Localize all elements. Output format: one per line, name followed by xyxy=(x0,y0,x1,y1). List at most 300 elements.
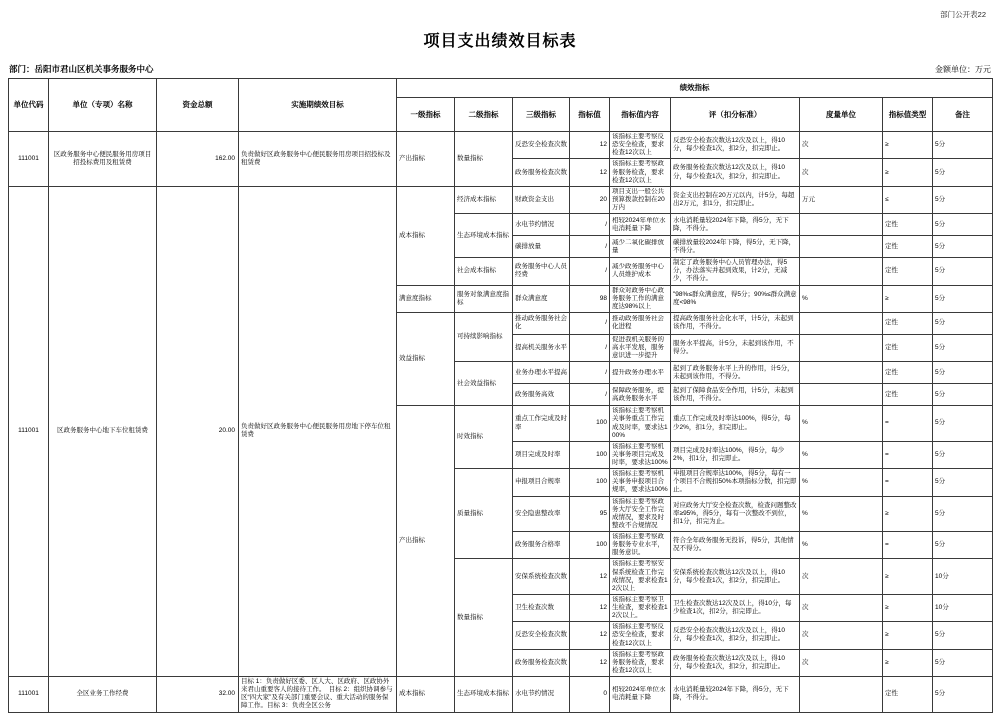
table-cell-text: 起到了政务服务水平上升的作用，计5分，未起到该作用，不得分。 xyxy=(673,364,794,380)
table-cell xyxy=(570,559,610,595)
table-cell-text: 水电消耗量较2024年下降，得5分，无下降，不得分。 xyxy=(673,216,789,232)
table-cell-text: / xyxy=(605,344,607,351)
table-cell-text: 5分 xyxy=(935,294,946,302)
table-cell-text: 水电节约情况 xyxy=(515,220,554,228)
table-cell-text: 全区业务工作经费 xyxy=(76,690,129,698)
table-cell xyxy=(800,214,883,236)
table-cell-text: 服务对象满意度指标 xyxy=(457,290,509,306)
table-cell xyxy=(933,441,993,468)
table-cell xyxy=(570,312,610,334)
table-cell xyxy=(9,186,49,676)
table-cell xyxy=(570,159,610,186)
table-cell-text: 符合全年政务服务无投诉，得5分，其他情况不得分。 xyxy=(673,537,794,553)
table-cell-text: ≥ xyxy=(885,604,889,611)
table-cell xyxy=(883,186,933,213)
table-cell xyxy=(610,649,671,676)
table-cell-text: 5分 xyxy=(935,220,946,228)
table-cell xyxy=(933,496,993,532)
table-cell-text: 5分 xyxy=(935,509,946,517)
table-cell xyxy=(455,677,513,713)
table-cell xyxy=(157,132,239,187)
table-cell xyxy=(883,132,933,159)
table-cell xyxy=(933,594,993,621)
table-cell-text: 95 xyxy=(599,509,607,517)
table-cell xyxy=(570,469,610,496)
table-cell-text: 5分 xyxy=(935,658,946,666)
table-cell-text: 162.00 xyxy=(215,154,235,162)
table-cell xyxy=(800,406,883,442)
table-cell xyxy=(883,677,933,713)
table-cell-text: 次 xyxy=(802,572,809,580)
table-cell xyxy=(570,496,610,532)
table-cell-text: = xyxy=(885,419,889,427)
table-cell xyxy=(455,186,513,213)
table-cell-text: 政务服务合格率 xyxy=(515,541,561,549)
table-cell xyxy=(513,312,570,334)
table-cell xyxy=(513,496,570,532)
table-cell-text: 5分 xyxy=(935,368,946,376)
table-cell-text: % xyxy=(802,450,808,458)
table-cell xyxy=(610,677,671,713)
table-cell xyxy=(610,441,671,468)
table-cell xyxy=(455,469,513,559)
table-cell-text: 10分 xyxy=(935,604,949,611)
table-cell xyxy=(883,559,933,595)
table-cell xyxy=(671,159,800,186)
table-cell-text: % xyxy=(802,541,808,549)
table-cell xyxy=(800,132,883,159)
table-cell xyxy=(933,384,993,406)
table-cell-text: 项目支出一般公共预算拨款控制在20万内 xyxy=(612,187,665,211)
table-cell xyxy=(239,132,397,187)
table-cell-text: 111001 xyxy=(18,427,39,435)
header-value-type: 指标值类型 xyxy=(883,98,933,132)
table-cell xyxy=(610,469,671,496)
table-cell xyxy=(570,406,610,442)
table-cell xyxy=(671,384,800,406)
table-cell xyxy=(513,236,570,258)
table-cell-text: 水电消耗量较2024年下降，得5分，无下降，不得分。 xyxy=(673,686,789,702)
table-cell xyxy=(800,159,883,186)
table-cell xyxy=(671,406,800,442)
table-cell xyxy=(610,285,671,312)
table-cell-text: 推动政务服务社会化 xyxy=(515,315,567,331)
table-cell-text: 定性 xyxy=(885,267,898,275)
table-cell xyxy=(610,312,671,334)
page-title: 项目支出绩效目标表 xyxy=(423,33,577,50)
table-cell-text: 效益指标 xyxy=(399,355,425,362)
table-cell xyxy=(800,496,883,532)
table-cell-text: 水电节约情况 xyxy=(515,690,554,698)
table-cell xyxy=(157,677,239,713)
table-cell xyxy=(800,285,883,312)
table-cell xyxy=(800,384,883,406)
performance-target-table xyxy=(8,78,993,713)
table-cell-text: 100 xyxy=(596,450,607,458)
table-cell xyxy=(800,236,883,258)
table-cell-text: 20.00 xyxy=(218,427,235,435)
table-cell xyxy=(513,334,570,361)
table-cell-text: 群众对政务中心政务服务工作的满意度达98%以上 xyxy=(612,286,664,310)
table-cell-text: 5分 xyxy=(935,541,946,549)
table-cell xyxy=(610,258,671,285)
table-cell xyxy=(671,594,800,621)
table-cell xyxy=(610,384,671,406)
table-cell xyxy=(933,214,993,236)
table-cell-text: 满意度指标 xyxy=(399,294,432,302)
table-cell-text: / xyxy=(605,267,607,275)
table-cell xyxy=(800,559,883,595)
table-cell xyxy=(800,312,883,334)
header-remarks: 备注 xyxy=(933,98,993,132)
table-cell xyxy=(671,236,800,258)
table-cell-text: 相较2024年单位水电消耗量下降 xyxy=(612,216,666,232)
table-cell-text: 5分 xyxy=(935,419,946,427)
table-cell-text: 100 xyxy=(596,478,607,486)
table-cell xyxy=(610,159,671,186)
table-cell-text: 5分 xyxy=(935,267,946,275)
table-cell-text: 5分 xyxy=(935,478,946,486)
table-cell-text: / xyxy=(605,220,607,228)
table-cell-text: 该指标主要考察机关事务项目完成及时率，要求达100% xyxy=(612,442,668,466)
table-cell xyxy=(397,406,455,677)
table-cell-text: 申报项目合规率 xyxy=(515,478,561,486)
table-cell-text: 负责做好区政务服务中心便民服务用房项目招投标及租赁费 xyxy=(241,150,391,166)
table-cell-text: 数量指标 xyxy=(457,154,483,162)
table-cell xyxy=(570,132,610,159)
table-cell-text: 申报项目合规率达100%，得5分，每有一个项目不合规扣50%本项指标分数，扣完即止。 xyxy=(673,470,797,494)
table-cell-text: 该指标主要考察反恐安全检查，要求检查12次以上 xyxy=(612,133,664,157)
table-cell-text: 成本指标 xyxy=(399,231,425,239)
table-cell xyxy=(883,362,933,384)
table-cell xyxy=(570,594,610,621)
table-cell xyxy=(513,469,570,496)
table-cell xyxy=(513,285,570,312)
table-cell xyxy=(570,649,610,676)
table-cell-text: 111001 xyxy=(18,154,39,162)
table-cell-text: % xyxy=(802,419,808,427)
table-cell xyxy=(9,677,49,713)
table-cell xyxy=(570,236,610,258)
table-cell xyxy=(671,441,800,468)
table-cell-text: 该指标主要考察卫生检查，要求检查12次以上。 xyxy=(612,595,668,620)
table-cell-text: 安全隐患整改率 xyxy=(515,509,561,517)
table-cell xyxy=(455,559,513,677)
table-cell xyxy=(883,334,933,361)
table-cell xyxy=(49,677,157,713)
table-cell-text: 定性 xyxy=(885,690,898,698)
table-cell xyxy=(513,594,570,621)
table-cell-text: 该指标主要考察政务服务检查，要求检查12次以上 xyxy=(612,650,664,674)
table-cell-text: = xyxy=(885,541,889,549)
table-cell xyxy=(9,132,49,187)
table-cell-text: = xyxy=(885,478,889,486)
table-cell xyxy=(610,406,671,442)
table-body xyxy=(9,132,993,713)
table-cell xyxy=(933,622,993,649)
table-cell-text: 次 xyxy=(802,631,809,639)
table-cell-text: / xyxy=(605,319,607,327)
table-cell-text: 卫生检查次数达12次及以上，得10分，每少检查1次，扣2分，扣完即止。 xyxy=(673,599,792,616)
table-cell xyxy=(933,186,993,213)
table-cell xyxy=(933,258,993,285)
table-cell-text: / xyxy=(605,390,607,398)
corner-label: 部门公开表22 xyxy=(940,10,986,19)
table-cell-text: 碳排放量较2024年下降，得5分，无下降，不得分。 xyxy=(673,238,796,254)
table-cell-text: ≥ xyxy=(885,141,889,149)
table-cell xyxy=(883,236,933,258)
header-level3: 三级指标 xyxy=(513,98,570,132)
table-cell-text: 起到了保障食品安全作用，计5分，未起到该作用，不得分。 xyxy=(673,386,794,402)
table-cell-text: 政务服务高效 xyxy=(515,390,554,398)
table-cell xyxy=(513,649,570,676)
table-cell-text: 促进我机关服务的高水平发展，服务意识进一步提升 xyxy=(612,335,664,360)
table-cell-text: 产出指标 xyxy=(399,537,425,545)
table-cell-text: 100 xyxy=(596,541,607,549)
table-cell xyxy=(883,159,933,186)
table-cell-text: 经济成本指标 xyxy=(457,195,496,203)
table-cell-text: 质量指标 xyxy=(457,509,483,517)
table-cell-text: 5分 xyxy=(935,631,946,639)
header-performance-group: 绩效指标 xyxy=(397,79,993,98)
table-cell-text: 服务水平提高，计5分，未起到该作用，不得分。 xyxy=(673,339,794,356)
table-cell xyxy=(610,532,671,559)
table-cell-text: 次 xyxy=(802,141,809,149)
table-cell xyxy=(397,312,455,405)
header-row-1 xyxy=(9,79,993,98)
header-unit-name: 单位（专项）名称 xyxy=(49,79,157,132)
table-cell xyxy=(610,214,671,236)
table-cell xyxy=(671,312,800,334)
table-cell xyxy=(513,214,570,236)
table-cell xyxy=(455,214,513,258)
table-cell xyxy=(883,312,933,334)
table-cell xyxy=(397,677,455,713)
table-cell-text: 次 xyxy=(802,168,809,176)
table-cell-text: / xyxy=(605,242,607,250)
meta-row xyxy=(9,63,991,75)
table-cell-text: 5分 xyxy=(935,319,946,327)
table-cell-text: 该指标主要考察安保系统检查工作完成情况，要求检查12次以上 xyxy=(612,560,668,592)
table-cell xyxy=(671,285,800,312)
table-cell xyxy=(610,496,671,532)
table-cell xyxy=(570,214,610,236)
table-cell-text: 数量指标 xyxy=(457,613,483,621)
table-cell xyxy=(800,532,883,559)
table-cell-text: 111001 xyxy=(18,690,39,698)
table-cell xyxy=(883,406,933,442)
table-cell xyxy=(883,441,933,468)
table-cell xyxy=(933,406,993,442)
table-cell xyxy=(933,649,993,676)
table-cell-text: 该指标主要考察政务大厅安全工作完成情况，要求及时整改不合规情况 xyxy=(612,497,664,529)
table-cell-text: 定性 xyxy=(885,368,898,376)
table-cell xyxy=(671,532,800,559)
table-cell-text: 安保系统检查次数达12次及以上，得10分，每少检查1次，扣2分，扣完即止。 xyxy=(673,568,785,584)
table-cell-text: % xyxy=(802,294,808,302)
table-cell xyxy=(933,677,993,713)
table-cell-text: 100 xyxy=(596,419,607,427)
table-cell xyxy=(800,441,883,468)
table-cell xyxy=(933,312,993,334)
table-cell xyxy=(570,532,610,559)
table-cell-text: 5分 xyxy=(935,168,946,176)
table-cell xyxy=(455,132,513,187)
table-cell-text: 项目完成及时率 xyxy=(515,450,561,458)
table-cell xyxy=(513,132,570,159)
table-cell-text: / xyxy=(605,368,607,376)
table-cell xyxy=(883,532,933,559)
table-cell-text: 次 xyxy=(802,658,809,666)
table-cell xyxy=(397,132,455,187)
table-cell xyxy=(513,677,570,713)
table-cell xyxy=(570,384,610,406)
table-cell-text: 反恐安全检查次数 xyxy=(515,141,567,149)
table-cell xyxy=(239,677,397,713)
table-cell-text: 政务服务检查次数达12次及以上，得10分，每少检查1次，扣2分，扣完即止。 xyxy=(673,654,785,670)
table-cell-text: ≥ xyxy=(885,509,889,517)
table-cell-text: 产出指标 xyxy=(399,154,425,162)
table-cell xyxy=(671,186,800,213)
table-cell-text: 社会成本指标 xyxy=(457,267,496,275)
table-cell-text: ≥ xyxy=(885,294,889,302)
header-total-funds: 资金总额 xyxy=(157,79,239,132)
table-cell-text: 时效指标 xyxy=(457,433,483,441)
table-cell xyxy=(610,334,671,361)
table-cell xyxy=(671,334,800,361)
table-cell xyxy=(800,362,883,384)
table-cell-text: 群众满意度 xyxy=(515,294,548,302)
header-level2: 二级指标 xyxy=(455,98,513,132)
amount-unit-label: 金额单位：万元 xyxy=(935,65,991,74)
table-cell xyxy=(513,622,570,649)
table-cell xyxy=(883,622,933,649)
table-row xyxy=(9,132,993,159)
table-cell-text: % xyxy=(802,509,808,517)
table-cell xyxy=(570,362,610,384)
header-scoring-standard: 评（扣分标准） xyxy=(671,98,800,132)
table-cell xyxy=(800,186,883,213)
table-cell xyxy=(671,677,800,713)
table-cell-text: 碳排放量 xyxy=(515,242,541,250)
table-cell-text: 定性 xyxy=(885,344,898,351)
table-cell xyxy=(610,362,671,384)
table-cell xyxy=(671,132,800,159)
table-cell-text: 提高政务服务社会化水平，计5分，未起到该作用，不得分。 xyxy=(673,315,794,331)
table-cell-text: % xyxy=(802,478,808,486)
table-cell-text: 生态环境成本指标 xyxy=(457,690,509,698)
table-cell-text: 5分 xyxy=(935,690,946,698)
table-cell-text: 5分 xyxy=(935,195,946,203)
table-cell-text: "98%≤群众满意度，得5分；90%≤群众满意度<98% xyxy=(673,290,797,306)
table-cell-text: 目标 1：负责做好区委、区人大、区政府、区政协外来君山重要客人的接待工作。 目标 2：组织协调参与区“四大家”及有关部门重要会议、重大活动的服务保障工作。目标 3：负责全区公务 xyxy=(241,678,393,710)
table-cell xyxy=(933,532,993,559)
table-cell xyxy=(610,132,671,159)
table-cell xyxy=(513,384,570,406)
table-cell-text: 提高机关服务水平 xyxy=(515,344,567,351)
table-cell-text: 政务服务检查次数 xyxy=(515,658,567,666)
table-cell-text: 重点工作完成及时率达100%，得5分，每少2%，扣1分，扣完即止。 xyxy=(673,415,791,431)
table-cell xyxy=(239,186,397,676)
table-cell-text: 区政务服务中心地下车位租赁费 xyxy=(57,427,148,435)
table-cell-text: ≥ xyxy=(885,572,889,580)
header-indicator-value: 指标值 xyxy=(570,98,610,132)
table-cell-text: 区政务服务中心便民服务用房项目招投标费用及租赁费 xyxy=(53,150,152,166)
table-cell xyxy=(455,362,513,406)
table-cell-text: 成本指标 xyxy=(399,690,425,698)
table-cell xyxy=(933,132,993,159)
department-label: 部门：岳阳市君山区机关事务服务中心 xyxy=(9,64,154,74)
table-cell xyxy=(513,559,570,595)
header-level1: 一级指标 xyxy=(397,98,455,132)
table-cell-text: 制定了政务服务中心人员管理办法，得5分，办法落实并起到效果，计2分，无减少，不得分。 xyxy=(673,259,788,283)
table-cell xyxy=(513,406,570,442)
table-cell-text: ≥ xyxy=(885,168,889,176)
header-unit-code: 单位代码 xyxy=(9,79,49,132)
table-cell-text: 12 xyxy=(599,168,607,176)
table-cell xyxy=(513,159,570,186)
table-cell xyxy=(883,258,933,285)
table-cell xyxy=(455,312,513,361)
table-cell-text: 次 xyxy=(802,604,809,611)
table-cell xyxy=(397,186,455,285)
table-cell-text: 定性 xyxy=(885,319,898,327)
table-cell-text: 业务办理水平提高 xyxy=(515,368,567,376)
table-cell-text: ≥ xyxy=(885,631,889,639)
table-cell xyxy=(883,384,933,406)
table-cell-text: 定性 xyxy=(885,242,898,250)
table-cell-text: 98 xyxy=(599,294,607,302)
table-cell xyxy=(800,677,883,713)
table-cell-text: 该指标主要考察反恐安全检查，要求检查12次以上 xyxy=(612,623,664,647)
table-cell xyxy=(671,214,800,236)
table-cell-text: 生态环境成本指标 xyxy=(457,231,509,239)
table-cell xyxy=(610,236,671,258)
table-cell xyxy=(570,622,610,649)
table-cell xyxy=(49,186,157,676)
table-cell-text: 反恐安全检查次数 xyxy=(515,631,567,639)
table-cell-text: 5分 xyxy=(935,390,946,398)
table-cell-text: 12 xyxy=(599,631,607,639)
table-cell xyxy=(933,362,993,384)
table-cell-text: 10分 xyxy=(935,572,949,580)
header-period-goal: 实施期绩效目标 xyxy=(239,79,397,132)
table-cell xyxy=(610,594,671,621)
table-cell xyxy=(800,469,883,496)
table-cell-text: 项目完成及时率达100%，得5分，每少2%，扣1分，扣完即止。 xyxy=(673,446,785,462)
header-measure-unit: 度量单位 xyxy=(800,98,883,132)
table-cell xyxy=(883,469,933,496)
table-cell xyxy=(800,594,883,621)
table-cell xyxy=(671,649,800,676)
table-cell-text: 对应政务大厅安全检查次数，检查问题整改率≥95%，得5分，每有一次整改不到位，扣1分，扣完为止。 xyxy=(673,501,797,525)
table-cell xyxy=(610,186,671,213)
table-cell-text: 12 xyxy=(599,604,607,611)
table-cell-text: 提升政务办理水平 xyxy=(612,368,664,376)
table-cell xyxy=(570,441,610,468)
table-cell-text: 反恐安全检查次数达12次及以上，得10分，每少检查1次，扣2分，扣完即止。 xyxy=(673,137,785,153)
table-cell-text: 12 xyxy=(599,572,607,580)
table-cell xyxy=(883,496,933,532)
table-cell-text: 可持续影响指标 xyxy=(457,333,503,340)
table-cell xyxy=(933,559,993,595)
table-cell-text: 相较2024年单位水电消耗量下降 xyxy=(612,686,666,702)
table-cell xyxy=(800,258,883,285)
table-cell-text: 5分 xyxy=(935,141,946,149)
table-cell xyxy=(570,285,610,312)
table-cell-text: 减少政务服务中心人员维护成本 xyxy=(612,263,664,279)
table-cell xyxy=(671,362,800,384)
